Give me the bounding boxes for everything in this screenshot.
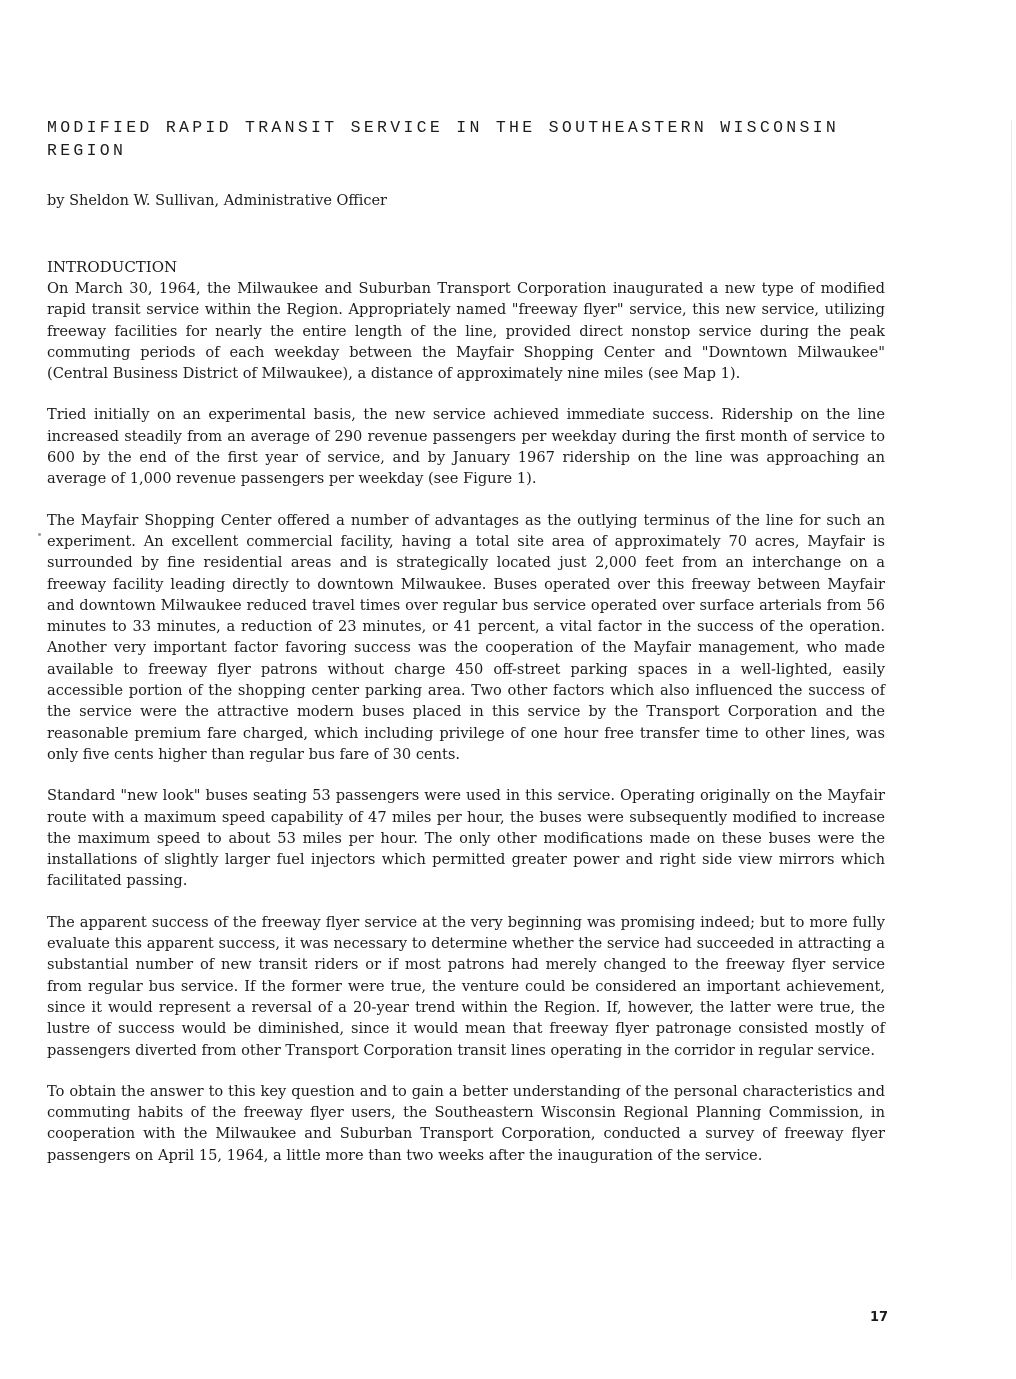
paragraph: The Mayfair Shopping Center offered a number of advantages as the outlying terminus of the line for such an experiment. An excellent commercial facility, having a total site area of approximately 70 acres, Mayfair is surrounded by fine residential areas and is strategically located just 2,000 feet from an interchange on a freeway facility leading directly to downtown Milwaukee. Buses operated over this freeway between Mayfair and downtown Milwaukee reduced travel times over regular bus service operated over surface arterials from 56 minutes to 33 minutes, a reduction of 23 minutes, or 41 percent, a vital factor in the success of the operation. Another very important factor favoring success was the cooperation of the Mayfair management, who made available to freeway flyer patrons without charge 450 off-street parking spaces in a well-lighted, easily accessible portion of the shopping center parking area. Two other factors which also influenced the success of the service were the attractive modern buses placed in this service by the Transport Corporation and the reasonable premium fare charged, which including privilege of one hour free transfer time to other lines, was only five cents higher than regular bus fare of 30 cents. [47, 511, 885, 763]
scan-margin-mark [38, 533, 41, 536]
page-number: 17 [870, 1310, 889, 1325]
paragraph: On March 30, 1964, the Milwaukee and Suburban Transport Corporation inaugurated a new type of modified rapid transit service within the Region. Appropriately named "freeway flyer" service, this new service, utilizing freeway facilities for nearly the entire length of the line, provided direct nonstop service during the peak commuting periods of each weekday between the Mayfair Shopping Center and "Downtown Milwaukee" (Central Business District of Milwaukee), a distance of approximately nine miles (see Map 1). [47, 280, 885, 383]
paragraph: The apparent success of the freeway flyer service at the very beginning was promising indeed; but to more fully evaluate this apparent success, it was necessary to determine whether the service had succeeded in attracting a substantial number of new transit riders or if most patrons had merely changed to the freeway flyer service from regular bus service. If the former were true, the venture could be considered an important achievement, since it would represent a reversal of a 20-year trend within the Region. If, however, the latter were true, the lustre of success would be diminished, since it would mean that freeway flyer patronage consisted mostly of passengers diverted from other Transport Corporation transit lines operating in the corridor in regular service. [47, 913, 885, 1059]
paragraph: Standard "new look" buses seating 53 passengers were used in this service. Operating originally on the Mayfair route with a maximum speed capability of 47 miles per hour, the buses were subsequently modified to increase the maximum speed to about 53 miles per hour. The only other modifications made on these buses were the installations of slightly larger fuel injectors which permitted greater power and right side view mirrors which facilitated passing. [47, 787, 885, 890]
document-page [47, 116, 885, 1166]
document-title: MODIFIED RAPID TRANSIT SERVICE IN THE SOUTHEASTERN WISCONSIN REGION [47, 118, 840, 160]
section-heading: INTRODUCTION [47, 258, 178, 276]
paragraph: To obtain the answer to this key question and to gain a better understanding of the personal characteristics and commuting habits of the freeway flyer users, the Southeastern Wisconsin Regional Planning Commission, in cooperation with the Milwaukee and Suburban Transport Corporation, conducted a survey of freeway flyer passengers on April 15, 1964, a little more than two weeks after the inauguration of the service. [47, 1082, 885, 1164]
scan-edge-line [1011, 120, 1012, 1280]
author-byline: by Sheldon W. Sullivan, Administrative Officer [47, 193, 387, 209]
paragraph: Tried initially on an experimental basis, the new service achieved immediate success. Ridership on the line increased steadily from an average of 290 revenue passengers per weekday during the first month of service to 600 by the end of the first year of service, and by January 1967 ridership on the line was approaching an average of 1,000 revenue passengers per weekday (see Figure 1). [47, 406, 885, 488]
